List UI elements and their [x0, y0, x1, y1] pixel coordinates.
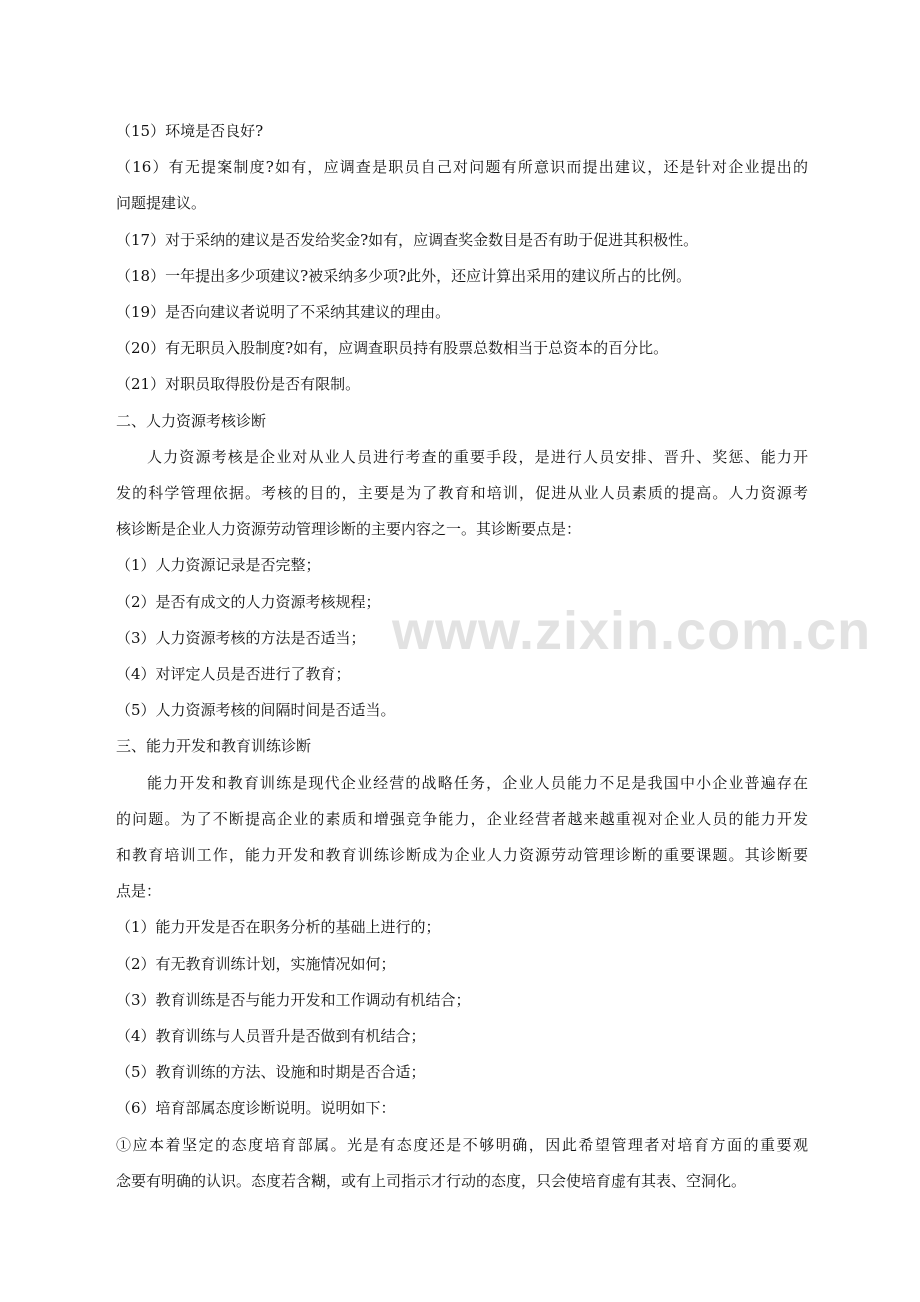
list-item-2-1: （1）人力资源记录是否完整； — [116, 556, 321, 575]
item-16: （16）有无提案制度?如有，应调查是职员自己对问题有所意识而提出建议，还是针对企业提出的 — [116, 158, 808, 177]
section-heading-2: 二、人力资源考核诊断 — [116, 411, 267, 430]
note-1-line-1: ①应本着坚定的态度培育部属。光是有态度还是不够明确，因此希望管理者对培育方面的重要观 — [116, 1135, 808, 1154]
paragraph-2-line-3: 核诊断是企业人力资源劳动管理诊断的主要内容之一。其诊断要点是： — [116, 520, 582, 539]
list-item-3-6: （6）培育部属态度诊断说明。说明如下： — [116, 1099, 396, 1118]
list-item-3-2: （2）有无教育训练计划，实施情况如何； — [116, 954, 396, 973]
section-heading-3: 三、能力开发和教育训练诊断 — [116, 737, 312, 756]
paragraph-3-line-3: 和教育培训工作，能力开发和教育训练诊断成为企业人力资源劳动管理诊断的重要课题。其诊断要 — [116, 846, 808, 865]
paragraph-3-line-4: 点是： — [116, 882, 162, 901]
item-20: （20）有无职员入股制度?如有，应调查职员持有股票总数相当于总资本的百分比。 — [116, 339, 669, 358]
item-15: （15）环境是否良好? — [116, 122, 264, 140]
item-19: （19）是否向建议者说明了不采纳其建议的理由。 — [116, 303, 451, 322]
list-item-2-4: （4）对评定人员是否进行了教育； — [116, 665, 351, 684]
paragraph-2-line-1: 人力资源考核是企业对从业人员进行考查的重要手段，是进行人员安排、晋升、奖惩、能力开 — [147, 447, 808, 466]
paragraph-2-line-2: 发的科学管理依据。考核的目的，主要是为了教育和培训，促进从业人员素质的提高。人力资源考 — [116, 484, 808, 503]
item-17: （17）对于采纳的建议是否发给奖金?如有，应调查奖金数目是否有助于促进其积极性。 — [116, 230, 699, 249]
list-item-2-5: （5）人力资源考核的间隔时间是否适当。 — [116, 701, 396, 720]
list-item-2-3: （3）人力资源考核的方法是否适当； — [116, 628, 366, 647]
paragraph-3-line-2: 的问题。为了不断提高企业的素质和增强竞争能力，企业经营者越来越重视对企业人员的能力开发 — [116, 809, 808, 828]
list-item-3-1: （1）能力开发是否在职务分析的基础上进行的； — [116, 918, 441, 937]
list-item-3-5: （5）教育训练的方法、设施和时期是否合适； — [116, 1063, 426, 1082]
document-body — [116, 113, 808, 1199]
item-18: （18）一年提出多少项建议?被采纳多少项?此外，还应计算出采用的建议所占的比例。 — [116, 266, 692, 285]
list-item-3-3: （3）教育训练是否与能力开发和工作调动有机结合； — [116, 990, 471, 1009]
note-1-line-2: 念要有明确的认识。态度若含糊，或有上司指示才行动的态度，只会使培育虚有其表、空洞化。 — [116, 1171, 747, 1190]
item-16-cont: 问题提建议。 — [116, 194, 207, 213]
paragraph-3-line-1: 能力开发和教育训练是现代企业经营的战略任务，企业人员能力不足是我国中小企业普遍存在 — [147, 773, 808, 792]
list-item-3-4: （4）教育训练与人员晋升是否做到有机结合； — [116, 1027, 426, 1046]
watermark: www.zixin.com.cn — [392, 601, 872, 661]
list-item-2-2: （2）是否有成文的人力资源考核规程； — [116, 592, 381, 611]
item-21: （21）对职员取得股份是否有限制。 — [116, 375, 361, 394]
